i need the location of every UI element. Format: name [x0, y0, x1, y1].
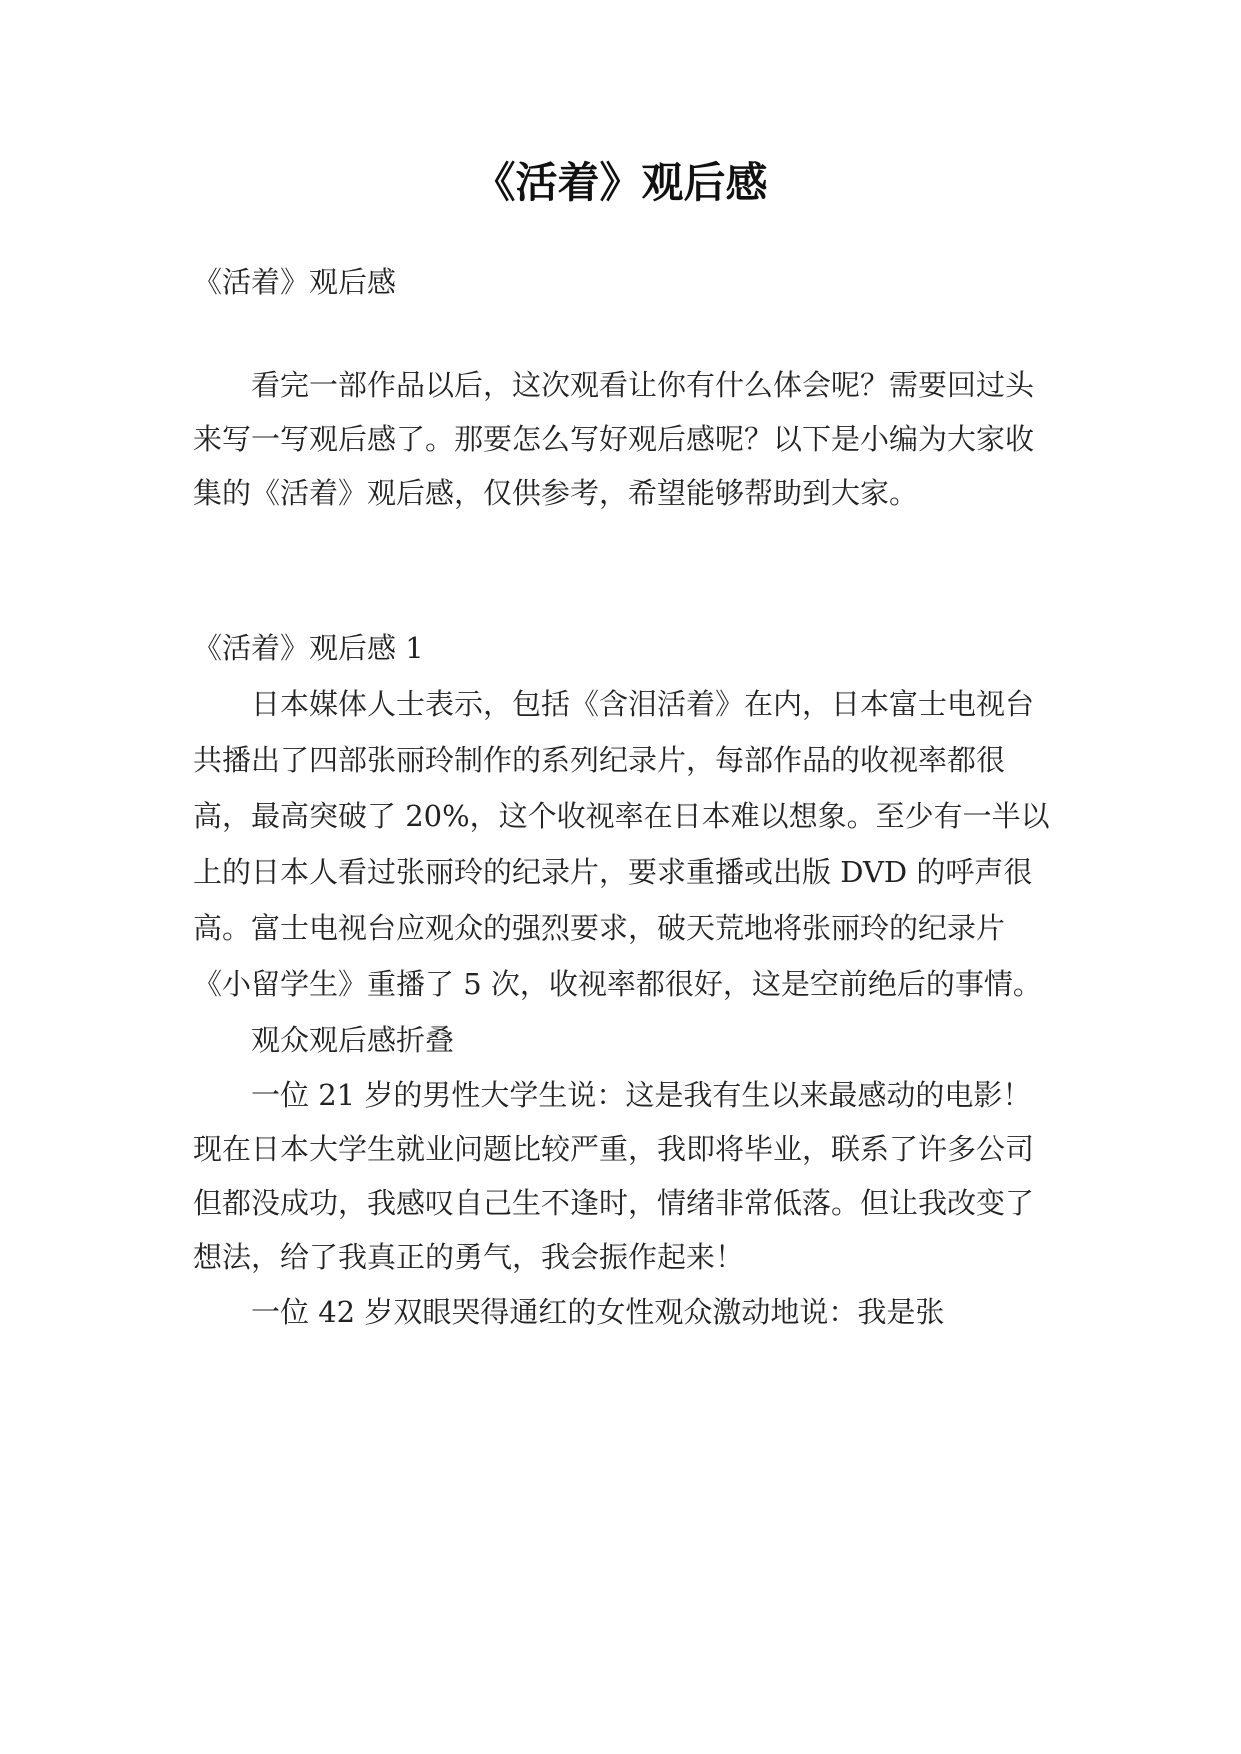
section-1-heading: 《活着》观后感 1 [193, 631, 424, 665]
section-1-paragraph-3: 一位 42 岁双眼哭得通红的女性观众激动地说：我是张 [251, 1295, 945, 1329]
intro-block [193, 358, 1053, 520]
section-1-subheading: 观众观后感折叠 [251, 1023, 455, 1057]
document-subtitle: 《活着》观后感 [193, 265, 397, 299]
document-subtitle-block [193, 252, 1053, 312]
section-1-paragraph-1: 日本媒体人士表示，包括《含泪活着》在内，日本富士电视台共播出了四部张丽玲制作的系列纪录片，每部作品的收视率都很高，最高突破了 20%，这个收视率在日本难以想象。至少有一半以上的日本人看过张丽玲的纪录片，要求重播或出版 DVD 的呼声很高。富士电视台应观众的强烈要求，破天荒地将张丽玲的纪录片《小留学生》重播了 5 次，收视率都很好，这是空前绝后的事情。 [193, 687, 1050, 1001]
section-1-paragraph-2: 一位 21 岁的男性大学生说：这是我有生以来最感动的电影！现在日本大学生就业问题比较严重，我即将毕业，联系了许多公司但都没成功，我感叹自己生不逢时，情绪非常低落。但让我改变了想法，给了我真正的勇气，我会振作起来！ [193, 1078, 1035, 1274]
intro-paragraph: 看完一部作品以后，这次观看让你有什么体会呢？需要回过头来写一写观后感了。那要怎么写好观后感呢？以下是小编为大家收集的《活着》观后感，仅供参考，希望能够帮助到大家。 [193, 368, 1035, 510]
section-1 [193, 620, 1053, 1340]
document-title: 《活着》观后感 [473, 158, 768, 207]
